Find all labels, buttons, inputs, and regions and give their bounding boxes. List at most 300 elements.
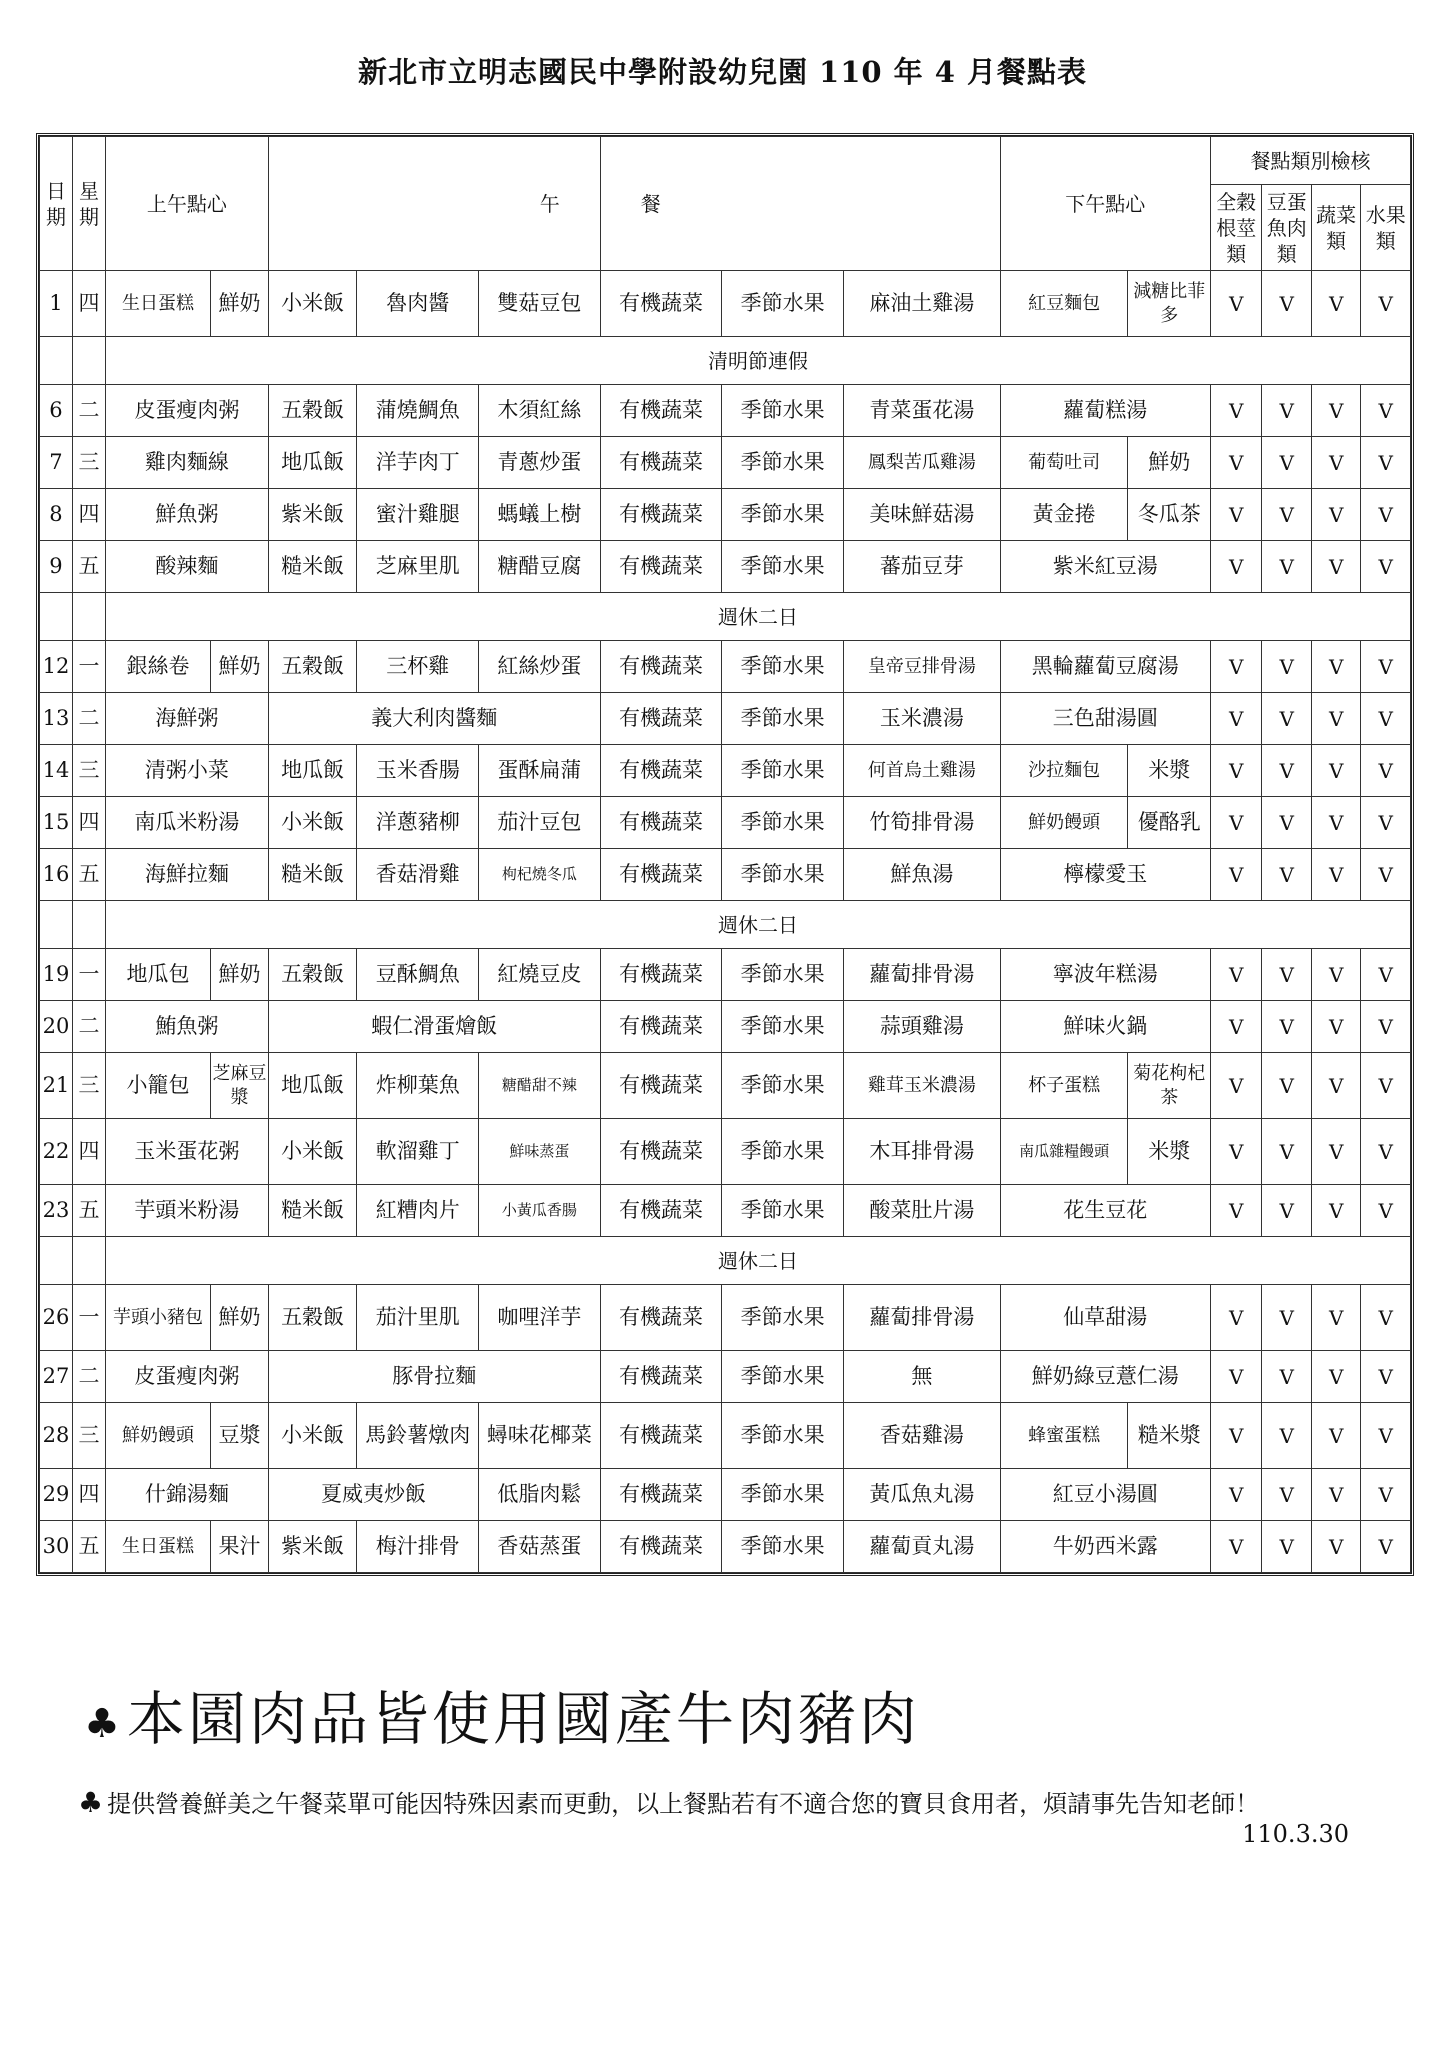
lunch-vegetable: 有機蔬菜 [600, 949, 722, 1001]
morning-snack: 芋頭小豬包 [105, 1285, 210, 1351]
check-protein-mark: V [1262, 641, 1311, 693]
day-number: 22 [40, 1119, 73, 1185]
holiday-label: 清明節連假 [105, 337, 1410, 385]
holiday-weekday-cell [72, 337, 105, 385]
afternoon-snack: 仙草甜湯 [1000, 1285, 1210, 1351]
check-fruit-mark: V [1361, 1351, 1411, 1403]
lunch-main-dish: 魯肉醬 [357, 271, 479, 337]
day-number: 20 [40, 1001, 73, 1053]
check-fruit-mark: V [1361, 1469, 1411, 1521]
check-veg-mark: V [1311, 437, 1360, 489]
lunch-staple: 五穀飯 [268, 949, 357, 1001]
table-row [40, 271, 1411, 337]
lunch-fruit: 季節水果 [722, 1053, 844, 1119]
lunch-vegetable: 有機蔬菜 [600, 745, 722, 797]
lunch-side: 糖醋豆腐 [479, 541, 601, 593]
check-fruit-mark: V [1361, 849, 1411, 901]
table-row [40, 797, 1411, 849]
check-grain-mark: V [1210, 489, 1262, 541]
morning-snack: 清粥小菜 [105, 745, 268, 797]
table-row [40, 1285, 1411, 1351]
morning-snack: 海鮮拉麵 [105, 849, 268, 901]
lunch-vegetable: 有機蔬菜 [600, 849, 722, 901]
lunch-soup: 蘿蔔排骨湯 [843, 949, 1000, 1001]
afternoon-snack: 蘿蔔糕湯 [1000, 385, 1210, 437]
check-fruit-mark: V [1361, 949, 1411, 1001]
afternoon-snack: 南瓜雜糧饅頭 [1000, 1119, 1128, 1185]
lunch-soup: 木耳排骨湯 [843, 1119, 1000, 1185]
check-protein-mark: V [1262, 1351, 1311, 1403]
lunch-side: 紅燒豆皮 [479, 949, 601, 1001]
lunch-main: 蝦仁滑蛋燴飯 [268, 1001, 600, 1053]
table-row [40, 1053, 1411, 1119]
header-lunch-2: 餐 [600, 137, 1000, 271]
check-fruit-mark: V [1361, 489, 1411, 541]
morning-snack: 南瓜米粉湯 [105, 797, 268, 849]
check-veg-mark: V [1311, 489, 1360, 541]
afternoon-snack: 優酪乳 [1128, 797, 1210, 849]
lunch-fruit: 季節水果 [722, 949, 844, 1001]
check-grain-mark: V [1210, 385, 1262, 437]
weekday: 三 [72, 1053, 105, 1119]
morning-snack: 鮮魚粥 [105, 489, 268, 541]
day-number: 12 [40, 641, 73, 693]
check-protein-mark: V [1262, 693, 1311, 745]
day-number: 28 [40, 1403, 73, 1469]
header-check-veg: 蔬菜類 [1311, 185, 1360, 271]
morning-snack: 銀絲卷 [105, 641, 210, 693]
morning-snack: 小籠包 [105, 1053, 210, 1119]
afternoon-snack: 葡萄吐司 [1000, 437, 1128, 489]
lunch-vegetable: 有機蔬菜 [600, 1053, 722, 1119]
check-veg-mark: V [1311, 1185, 1360, 1237]
morning-snack: 皮蛋瘦肉粥 [105, 385, 268, 437]
table-row [40, 385, 1411, 437]
check-protein-mark: V [1262, 849, 1311, 901]
lunch-main-dish: 紅糟肉片 [357, 1185, 479, 1237]
header-check-group: 餐點類別檢核 [1210, 137, 1410, 185]
lunch-vegetable: 有機蔬菜 [600, 1285, 722, 1351]
weekday: 四 [72, 1469, 105, 1521]
day-number: 16 [40, 849, 73, 901]
afternoon-snack: 糙米漿 [1128, 1403, 1210, 1469]
morning-snack: 芝麻豆漿 [211, 1053, 269, 1119]
lunch-vegetable: 有機蔬菜 [600, 797, 722, 849]
lunch-fruit: 季節水果 [722, 1351, 844, 1403]
lunch-staple: 糙米飯 [268, 1185, 357, 1237]
page-title: 新北市立明志國民中學附設幼兒園 110 年 4 月餐點表 [357, 55, 1088, 89]
check-fruit-mark: V [1361, 641, 1411, 693]
lunch-main-dish: 馬鈴薯燉肉 [357, 1403, 479, 1469]
check-grain-mark: V [1210, 949, 1262, 1001]
holiday-day-cell [40, 1237, 73, 1285]
lunch-fruit: 季節水果 [722, 1185, 844, 1237]
weekday: 四 [72, 489, 105, 541]
lunch-soup: 蘿蔔排骨湯 [843, 1285, 1000, 1351]
lunch-vegetable: 有機蔬菜 [600, 1001, 722, 1053]
weekday: 一 [72, 1285, 105, 1351]
check-grain-mark: V [1210, 797, 1262, 849]
weekday: 二 [72, 693, 105, 745]
lunch-main-dish: 炸柳葉魚 [357, 1053, 479, 1119]
day-number: 15 [40, 797, 73, 849]
check-grain-mark: V [1210, 641, 1262, 693]
lunch-main-dish: 軟溜雞丁 [357, 1119, 479, 1185]
afternoon-snack: 花生豆花 [1000, 1185, 1210, 1237]
lunch-fruit: 季節水果 [722, 745, 844, 797]
lunch-main: 夏威夷炒飯 [268, 1469, 478, 1521]
check-veg-mark: V [1311, 1521, 1360, 1573]
check-veg-mark: V [1311, 541, 1360, 593]
lunch-side: 木須紅絲 [479, 385, 601, 437]
lunch-staple: 五穀飯 [268, 385, 357, 437]
check-protein-mark: V [1262, 1403, 1311, 1469]
check-veg-mark: V [1311, 385, 1360, 437]
afternoon-snack: 鮮奶綠豆薏仁湯 [1000, 1351, 1210, 1403]
afternoon-snack: 杯子蛋糕 [1000, 1053, 1128, 1119]
lunch-main-dish: 洋芋肉丁 [357, 437, 479, 489]
meat-origin-note [84, 1672, 920, 1756]
lunch-vegetable: 有機蔬菜 [600, 1521, 722, 1573]
morning-snack: 鮪魚粥 [105, 1001, 268, 1053]
check-veg-mark: V [1311, 1001, 1360, 1053]
lunch-fruit: 季節水果 [722, 541, 844, 593]
morning-snack: 海鮮粥 [105, 693, 268, 745]
lunch-fruit: 季節水果 [722, 1521, 844, 1573]
table-row [40, 1351, 1411, 1403]
weekday: 一 [72, 641, 105, 693]
lunch-main-dish: 梅汁排骨 [357, 1521, 479, 1573]
check-grain-mark: V [1210, 271, 1262, 337]
lunch-main-dish: 蜜汁雞腿 [357, 489, 479, 541]
check-fruit-mark: V [1361, 1001, 1411, 1053]
check-grain-mark: V [1210, 1469, 1262, 1521]
menu-table-body [40, 137, 1411, 1573]
morning-snack: 鮮奶 [211, 271, 269, 337]
day-number: 27 [40, 1351, 73, 1403]
check-veg-mark: V [1311, 1469, 1360, 1521]
afternoon-snack: 鮮奶 [1128, 437, 1210, 489]
menu-change-text: 提供營養鮮美之午餐菜單可能因特殊因素而更動，以上餐點若有不適合您的寶貝食用者，煩請事先告知老師！ [107, 1790, 1260, 1818]
afternoon-snack: 蜂蜜蛋糕 [1000, 1403, 1128, 1469]
holiday-day-cell [40, 593, 73, 641]
check-grain-mark: V [1210, 437, 1262, 489]
lunch-fruit: 季節水果 [722, 271, 844, 337]
check-veg-mark: V [1311, 1119, 1360, 1185]
lunch-vegetable: 有機蔬菜 [600, 385, 722, 437]
lunch-staple: 五穀飯 [268, 1285, 357, 1351]
morning-snack: 生日蛋糕 [105, 271, 210, 337]
lunch-side: 雙菇豆包 [479, 271, 601, 337]
weekday: 二 [72, 1351, 105, 1403]
lunch-soup: 皇帝豆排骨湯 [843, 641, 1000, 693]
check-protein-mark: V [1262, 271, 1311, 337]
morning-snack: 地瓜包 [105, 949, 210, 1001]
morning-snack: 鮮奶 [211, 949, 269, 1001]
lunch-vegetable: 有機蔬菜 [600, 1185, 722, 1237]
lunch-soup: 香菇雞湯 [843, 1403, 1000, 1469]
header-lunch-1: 午 [268, 137, 600, 271]
check-protein-mark: V [1262, 1119, 1311, 1185]
lunch-staple: 糙米飯 [268, 849, 357, 901]
morning-snack: 芋頭米粉湯 [105, 1185, 268, 1237]
lunch-soup: 何首烏土雞湯 [843, 745, 1000, 797]
holiday-weekday-cell [72, 593, 105, 641]
lunch-soup: 玉米濃湯 [843, 693, 1000, 745]
issue-date: 110.3.30 [1242, 1820, 1349, 1848]
lunch-fruit: 季節水果 [722, 385, 844, 437]
lunch-soup: 青菜蛋花湯 [843, 385, 1000, 437]
afternoon-snack: 菊花枸杞茶 [1128, 1053, 1210, 1119]
check-fruit-mark: V [1361, 385, 1411, 437]
day-number: 23 [40, 1185, 73, 1237]
lunch-staple: 五穀飯 [268, 641, 357, 693]
check-grain-mark: V [1210, 1403, 1262, 1469]
lunch-fruit: 季節水果 [722, 1285, 844, 1351]
lunch-soup: 蕃茄豆芽 [843, 541, 1000, 593]
check-protein-mark: V [1262, 1053, 1311, 1119]
lunch-soup: 雞茸玉米濃湯 [843, 1053, 1000, 1119]
weekday: 四 [72, 1119, 105, 1185]
lunch-vegetable: 有機蔬菜 [600, 271, 722, 337]
lunch-main: 義大利肉醬麵 [268, 693, 600, 745]
check-protein-mark: V [1262, 1001, 1311, 1053]
lunch-vegetable: 有機蔬菜 [600, 1351, 722, 1403]
table-row [40, 745, 1411, 797]
lunch-staple: 小米飯 [268, 797, 357, 849]
check-veg-mark: V [1311, 641, 1360, 693]
check-fruit-mark: V [1361, 1521, 1411, 1573]
check-grain-mark: V [1210, 1119, 1262, 1185]
holiday-day-cell [40, 337, 73, 385]
table-row [40, 1469, 1411, 1521]
lunch-vegetable: 有機蔬菜 [600, 1469, 722, 1521]
header-morning: 上午點心 [105, 137, 268, 271]
lunch-vegetable: 有機蔬菜 [600, 541, 722, 593]
check-veg-mark: V [1311, 693, 1360, 745]
table-row [40, 1521, 1411, 1573]
lunch-fruit: 季節水果 [722, 797, 844, 849]
header-check-grain: 全穀根莖類 [1210, 185, 1262, 271]
morning-snack: 皮蛋瘦肉粥 [105, 1351, 268, 1403]
lunch-staple: 糙米飯 [268, 541, 357, 593]
check-veg-mark: V [1311, 949, 1360, 1001]
weekday: 二 [72, 385, 105, 437]
lunch-soup: 美味鮮菇湯 [843, 489, 1000, 541]
check-protein-mark: V [1262, 437, 1311, 489]
holiday-row [40, 337, 1411, 385]
lunch-side: 蟳味花椰菜 [479, 1403, 601, 1469]
lunch-soup: 蒜頭雞湯 [843, 1001, 1000, 1053]
lunch-side: 咖哩洋芋 [479, 1285, 601, 1351]
weekday: 五 [72, 1521, 105, 1573]
holiday-label: 週休二日 [105, 593, 1410, 641]
lunch-staple: 地瓜飯 [268, 745, 357, 797]
header-weekday: 星期 [72, 137, 105, 271]
check-protein-mark: V [1262, 1469, 1311, 1521]
weekday: 四 [72, 797, 105, 849]
day-number: 30 [40, 1521, 73, 1573]
table-row [40, 437, 1411, 489]
afternoon-snack: 寧波年糕湯 [1000, 949, 1210, 1001]
weekday: 三 [72, 437, 105, 489]
afternoon-snack: 紅豆麵包 [1000, 271, 1128, 337]
afternoon-snack: 鮮奶饅頭 [1000, 797, 1128, 849]
holiday-row [40, 901, 1411, 949]
day-number: 14 [40, 745, 73, 797]
check-grain-mark: V [1210, 541, 1262, 593]
lunch-staple: 小米飯 [268, 1119, 357, 1185]
table-row [40, 1119, 1411, 1185]
afternoon-snack: 紫米紅豆湯 [1000, 541, 1210, 593]
check-protein-mark: V [1262, 541, 1311, 593]
lunch-soup: 酸菜肚片湯 [843, 1185, 1000, 1237]
lunch-vegetable: 有機蔬菜 [600, 641, 722, 693]
check-fruit-mark: V [1361, 1185, 1411, 1237]
lunch-main-dish: 洋蔥豬柳 [357, 797, 479, 849]
lunch-fruit: 季節水果 [722, 1001, 844, 1053]
lunch-main-dish: 三杯雞 [357, 641, 479, 693]
afternoon-snack: 紅豆小湯圓 [1000, 1469, 1210, 1521]
check-veg-mark: V [1311, 745, 1360, 797]
afternoon-snack: 米漿 [1128, 745, 1210, 797]
check-grain-mark: V [1210, 849, 1262, 901]
lunch-vegetable: 有機蔬菜 [600, 693, 722, 745]
club-icon-2: ♣ [78, 1786, 104, 1819]
lunch-vegetable: 有機蔬菜 [600, 1119, 722, 1185]
day-number: 29 [40, 1469, 73, 1521]
table-row [40, 949, 1411, 1001]
table-row [40, 1403, 1411, 1469]
afternoon-snack: 檸檬愛玉 [1000, 849, 1210, 901]
lunch-staple: 紫米飯 [268, 1521, 357, 1573]
check-fruit-mark: V [1361, 797, 1411, 849]
holiday-weekday-cell [72, 1237, 105, 1285]
check-protein-mark: V [1262, 1285, 1311, 1351]
afternoon-snack: 米漿 [1128, 1119, 1210, 1185]
check-protein-mark: V [1262, 1521, 1311, 1573]
day-number: 7 [40, 437, 73, 489]
weekday: 五 [72, 541, 105, 593]
header-afternoon: 下午點心 [1000, 137, 1210, 271]
morning-snack: 鮮奶 [211, 641, 269, 693]
lunch-soup: 蘿蔔貢丸湯 [843, 1521, 1000, 1573]
lunch-main-dish: 豆酥鯛魚 [357, 949, 479, 1001]
check-grain-mark: V [1210, 745, 1262, 797]
check-fruit-mark: V [1361, 1285, 1411, 1351]
check-grain-mark: V [1210, 1053, 1262, 1119]
day-number: 8 [40, 489, 73, 541]
lunch-soup: 黃瓜魚丸湯 [843, 1469, 1000, 1521]
weekday: 四 [72, 271, 105, 337]
lunch-vegetable: 有機蔬菜 [600, 437, 722, 489]
menu-table [39, 136, 1411, 1573]
weekday: 三 [72, 745, 105, 797]
table-row [40, 489, 1411, 541]
lunch-side: 螞蟻上樹 [479, 489, 601, 541]
lunch-main-dish: 芝麻里肌 [357, 541, 479, 593]
header-check-fruit: 水果類 [1361, 185, 1411, 271]
lunch-soup: 無 [843, 1351, 1000, 1403]
lunch-side: 小黃瓜香腸 [479, 1185, 601, 1237]
day-number: 1 [40, 271, 73, 337]
morning-snack: 酸辣麵 [105, 541, 268, 593]
table-row [40, 693, 1411, 745]
table-row [40, 641, 1411, 693]
lunch-soup: 麻油土雞湯 [843, 271, 1000, 337]
check-fruit-mark: V [1361, 745, 1411, 797]
morning-snack: 鮮奶饅頭 [105, 1403, 210, 1469]
lunch-staple: 小米飯 [268, 271, 357, 337]
lunch-fruit: 季節水果 [722, 489, 844, 541]
morning-snack: 什錦湯麵 [105, 1469, 268, 1521]
lunch-main-dish: 玉米香腸 [357, 745, 479, 797]
table-row [40, 849, 1411, 901]
header-row [40, 137, 1411, 185]
day-number: 9 [40, 541, 73, 593]
header-check-protein: 豆蛋魚肉類 [1262, 185, 1311, 271]
morning-snack: 生日蛋糕 [105, 1521, 210, 1573]
weekday: 三 [72, 1403, 105, 1469]
check-fruit-mark: V [1361, 1403, 1411, 1469]
lunch-main-dish: 香菇滑雞 [357, 849, 479, 901]
lunch-fruit: 季節水果 [722, 1119, 844, 1185]
holiday-day-cell [40, 901, 73, 949]
lunch-fruit: 季節水果 [722, 641, 844, 693]
afternoon-snack: 三色甜湯圓 [1000, 693, 1210, 745]
afternoon-snack: 牛奶西米露 [1000, 1521, 1210, 1573]
lunch-staple: 紫米飯 [268, 489, 357, 541]
afternoon-snack: 減糖比菲多 [1128, 271, 1210, 337]
lunch-fruit: 季節水果 [722, 1469, 844, 1521]
holiday-row [40, 593, 1411, 641]
check-veg-mark: V [1311, 1351, 1360, 1403]
holiday-label: 週休二日 [105, 1237, 1410, 1285]
check-protein-mark: V [1262, 385, 1311, 437]
afternoon-snack: 黑輪蘿蔔豆腐湯 [1000, 641, 1210, 693]
holiday-label: 週休二日 [105, 901, 1410, 949]
check-fruit-mark: V [1361, 437, 1411, 489]
lunch-soup: 鳳梨苦瓜雞湯 [843, 437, 1000, 489]
day-number: 6 [40, 385, 73, 437]
lunch-fruit: 季節水果 [722, 693, 844, 745]
lunch-vegetable: 有機蔬菜 [600, 1403, 722, 1469]
check-fruit-mark: V [1361, 1119, 1411, 1185]
check-veg-mark: V [1311, 1053, 1360, 1119]
weekday: 二 [72, 1001, 105, 1053]
lunch-side: 糖醋甜不辣 [479, 1053, 601, 1119]
check-grain-mark: V [1210, 1351, 1262, 1403]
lunch-side: 枸杞燒冬瓜 [479, 849, 601, 901]
table-row [40, 541, 1411, 593]
check-protein-mark: V [1262, 949, 1311, 1001]
afternoon-snack: 黃金捲 [1000, 489, 1128, 541]
lunch-main: 豚骨拉麵 [268, 1351, 600, 1403]
weekday: 五 [72, 1185, 105, 1237]
check-protein-mark: V [1262, 797, 1311, 849]
lunch-staple: 地瓜飯 [268, 1053, 357, 1119]
morning-snack: 果汁 [211, 1521, 269, 1573]
check-fruit-mark: V [1361, 1053, 1411, 1119]
header-day: 日期 [40, 137, 73, 271]
check-protein-mark: V [1262, 745, 1311, 797]
lunch-main-dish: 蒲燒鯛魚 [357, 385, 479, 437]
check-grain-mark: V [1210, 1001, 1262, 1053]
check-grain-mark: V [1210, 1521, 1262, 1573]
lunch-fruit: 季節水果 [722, 437, 844, 489]
lunch-staple: 小米飯 [268, 1403, 357, 1469]
check-grain-mark: V [1210, 1185, 1262, 1237]
